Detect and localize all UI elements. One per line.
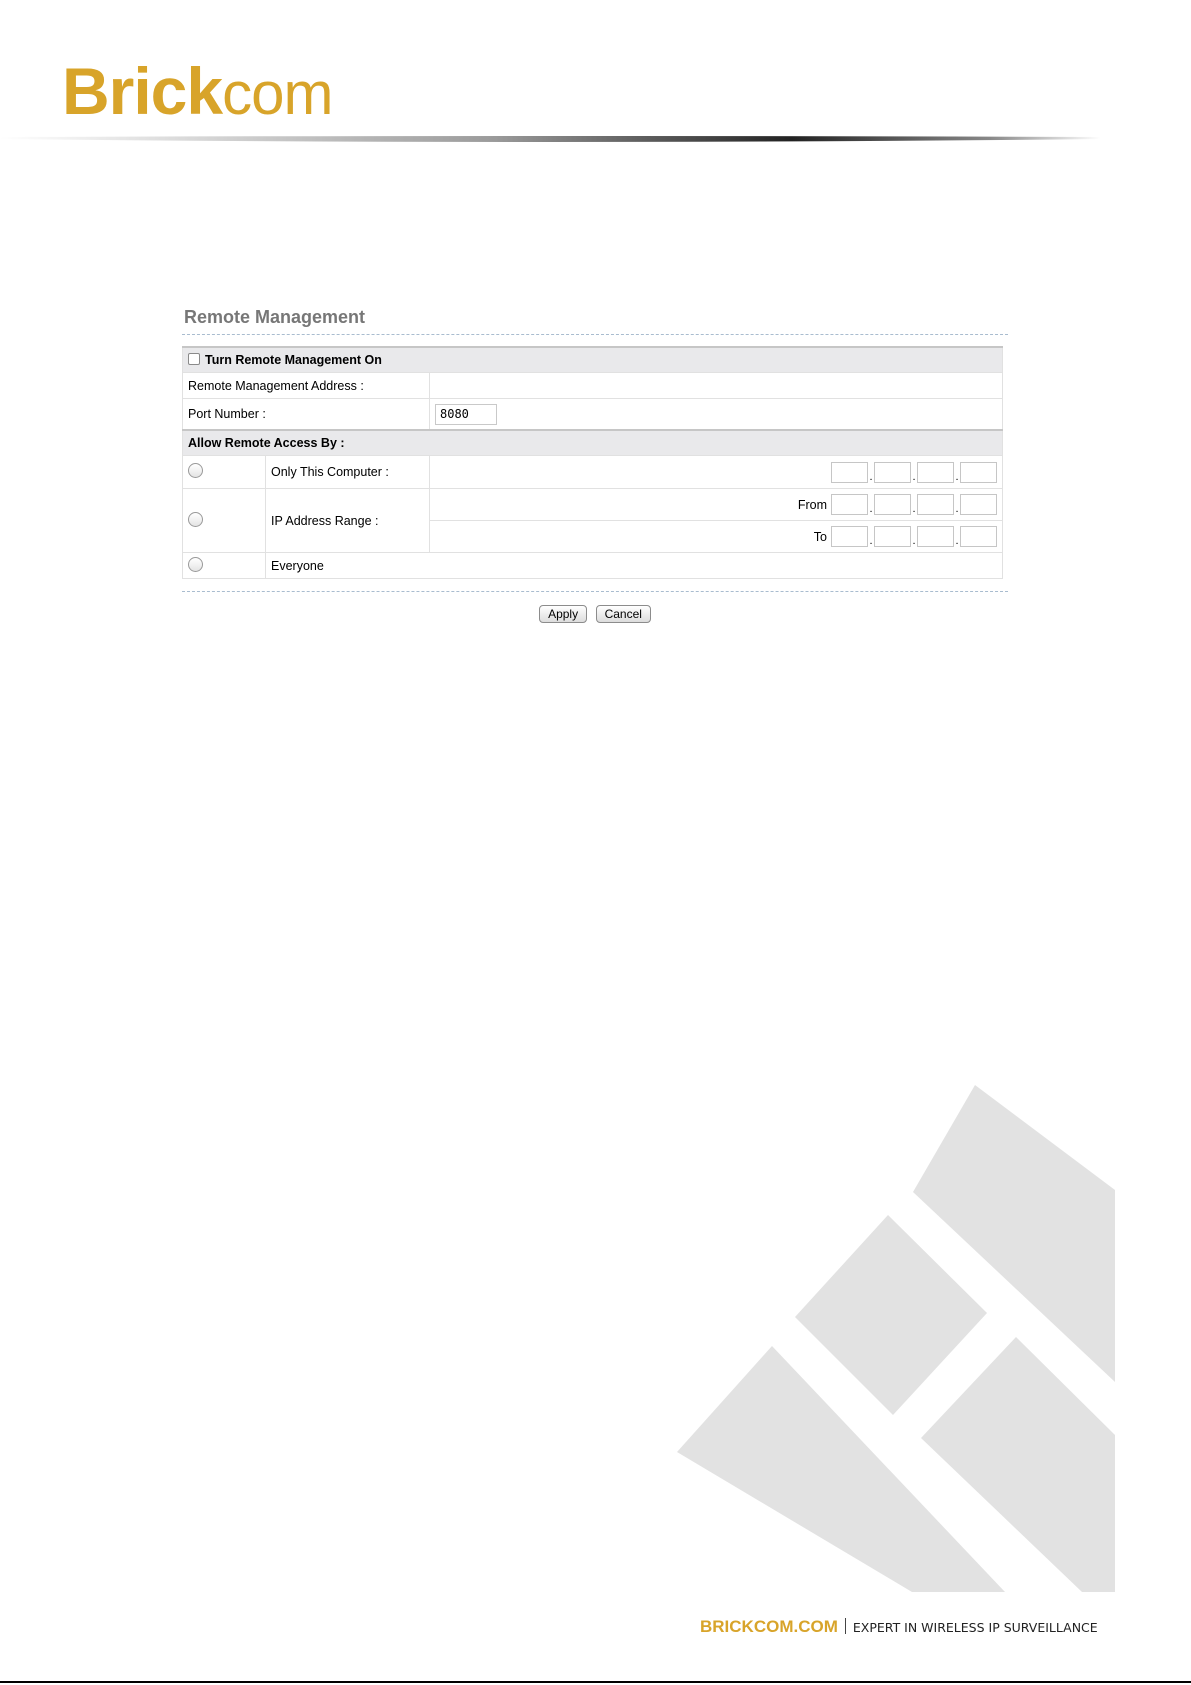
to-ip-octet-3[interactable]: [917, 526, 954, 547]
octet-dot: .: [869, 535, 873, 547]
everyone-label: Everyone: [266, 553, 1003, 579]
from-label: From: [797, 497, 827, 512]
title-divider: [182, 334, 1008, 335]
footer-site: BRICKCOM.COM: [700, 1617, 838, 1636]
access-header-row: [183, 430, 1003, 456]
footer-tagline: EXPERT IN WIRELESS IP SURVEILLANCE: [852, 1620, 1098, 1635]
remote-management-checkbox[interactable]: [188, 353, 200, 365]
computer-ip-octet-3[interactable]: [917, 462, 954, 483]
only-this-computer-row: [183, 456, 1003, 489]
octet-dot: .: [955, 503, 959, 515]
brickcom-logo: [62, 54, 333, 128]
computer-ip-octet-2[interactable]: [874, 462, 911, 483]
from-ip-octet-4[interactable]: [960, 494, 997, 515]
remote-management-panel: [182, 307, 1008, 623]
to-ip-octet-2[interactable]: [874, 526, 911, 547]
only-this-computer-radio[interactable]: [188, 463, 203, 478]
octet-dot: .: [869, 503, 873, 515]
header-divider: [0, 133, 1100, 147]
ip-address-range-radio[interactable]: [188, 512, 203, 527]
button-bar: [182, 605, 1008, 623]
octet-dot: .: [869, 470, 873, 483]
port-row: [183, 399, 1003, 431]
octet-dot: .: [912, 535, 916, 547]
address-label: Remote Management Address :: [183, 373, 430, 399]
octet-dot: .: [955, 470, 959, 483]
ip-range-from-row: [183, 489, 1003, 521]
only-this-computer-label: Only This Computer :: [266, 456, 430, 489]
panel-title: Remote Management: [184, 307, 366, 327]
computer-ip-octet-1[interactable]: [831, 462, 868, 483]
page-footer: [700, 1617, 1100, 1637]
footer-separator: [845, 1618, 846, 1634]
access-header: Allow Remote Access By :: [183, 430, 1003, 456]
octet-dot: .: [912, 503, 916, 515]
computer-ip-octet-4[interactable]: [960, 462, 997, 483]
to-label: To: [813, 529, 827, 544]
toggle-label: Turn Remote Management On: [205, 353, 382, 367]
to-ip-octet-4[interactable]: [960, 526, 997, 547]
port-number-input[interactable]: 8080: [435, 404, 497, 425]
from-ip-octet-3[interactable]: [917, 494, 954, 515]
address-row: [183, 373, 1003, 399]
from-ip-octet-2[interactable]: [874, 494, 911, 515]
logo-bold-text: Brick: [62, 54, 223, 128]
cancel-button[interactable]: Cancel: [596, 605, 651, 623]
logo-light-text: com: [222, 60, 333, 127]
port-label: Port Number :: [183, 399, 430, 431]
apply-button[interactable]: Apply: [539, 605, 587, 623]
octet-dot: .: [912, 470, 916, 483]
page-bottom-rule: [0, 1681, 1191, 1683]
to-ip-octet-1[interactable]: [831, 526, 868, 547]
from-ip-octet-1[interactable]: [831, 494, 868, 515]
remote-management-table: [182, 346, 1003, 579]
octet-dot: .: [955, 535, 959, 547]
toggle-row: [183, 347, 1003, 373]
address-value: [430, 373, 1003, 399]
bottom-divider: [182, 591, 1008, 592]
everyone-radio[interactable]: [188, 557, 203, 572]
ip-address-range-label: IP Address Range :: [266, 489, 430, 553]
everyone-row: [183, 553, 1003, 579]
